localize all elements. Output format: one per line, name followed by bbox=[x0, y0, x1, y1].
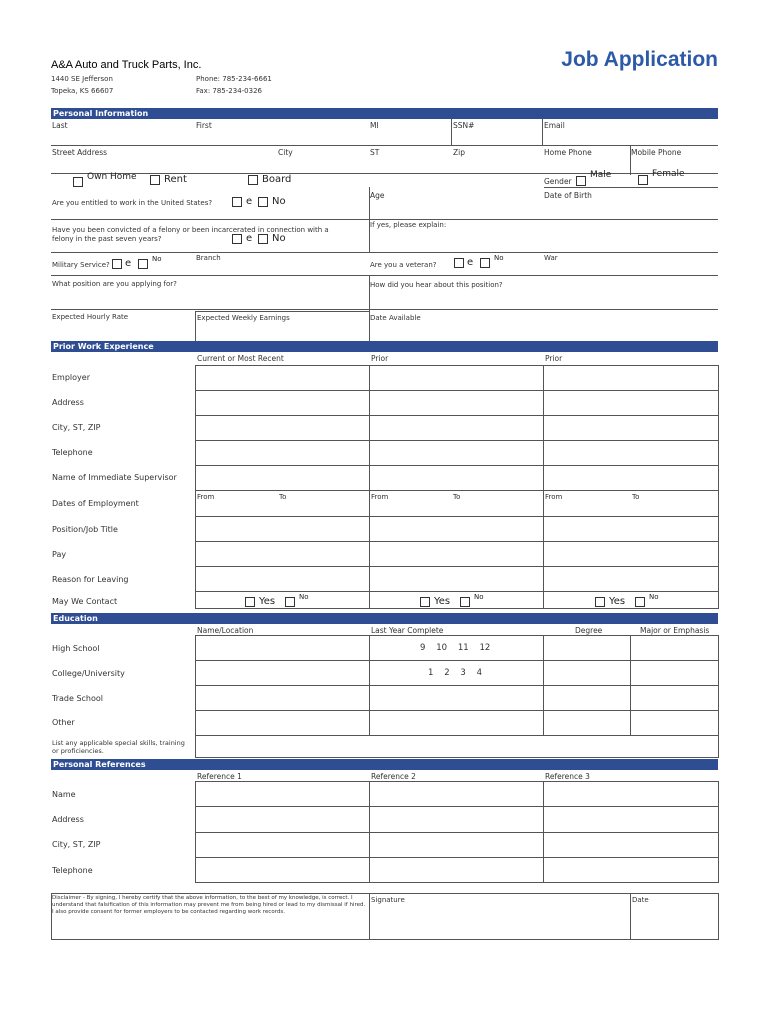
male-label: Male bbox=[590, 170, 612, 180]
branch-field[interactable]: Branch bbox=[196, 254, 221, 262]
company-address-line2: Topeka, KS 66607 bbox=[51, 87, 114, 95]
ref-row-telephone: Telephone bbox=[52, 866, 93, 875]
work-row-reason: Reason for Leaving bbox=[52, 575, 129, 584]
entitled-yes-label: e bbox=[246, 196, 253, 207]
hourly-rate-field[interactable]: Expected Hourly Rate bbox=[52, 313, 129, 321]
board-label: Board bbox=[262, 174, 292, 185]
contact-3-no-label: No bbox=[649, 593, 659, 601]
ref-col-2: Reference 2 bbox=[371, 772, 416, 781]
contact-3-yes-checkbox[interactable] bbox=[595, 597, 605, 607]
contact-2-no-checkbox[interactable] bbox=[460, 597, 470, 607]
section-personal-information: Personal Information bbox=[51, 108, 718, 119]
work-row-address: Address bbox=[52, 398, 84, 407]
divider bbox=[51, 145, 718, 146]
mobile-phone-field[interactable]: Mobile Phone bbox=[631, 148, 682, 157]
special-skills-field[interactable] bbox=[195, 736, 719, 758]
company-name: A&A Auto and Truck Parts, Inc. bbox=[51, 59, 202, 71]
female-label: Female bbox=[652, 169, 685, 179]
board-checkbox[interactable] bbox=[248, 175, 258, 185]
edu-col-degree: Degree bbox=[575, 626, 603, 635]
military-no-label: No bbox=[152, 255, 162, 263]
divider bbox=[195, 685, 719, 686]
entitled-no-checkbox[interactable] bbox=[258, 197, 268, 207]
street-address-field[interactable]: Street Address bbox=[52, 148, 108, 157]
section-personal-references: Personal References bbox=[51, 759, 718, 770]
gender-label: Gender bbox=[544, 177, 572, 186]
from-label: From bbox=[371, 493, 389, 501]
divider bbox=[630, 145, 631, 175]
veteran-yes-checkbox[interactable] bbox=[454, 258, 464, 268]
contact-2-yes-label: Yes bbox=[434, 596, 451, 607]
city-field[interactable]: City bbox=[278, 148, 293, 157]
ssn-field[interactable]: SSN# bbox=[453, 121, 475, 130]
contact-2-yes-checkbox[interactable] bbox=[420, 597, 430, 607]
felony-explain-field[interactable]: If yes, please explain: bbox=[370, 221, 447, 229]
veteran-no-label: No bbox=[494, 254, 504, 262]
veteran-yes-label: e bbox=[467, 257, 474, 268]
edu-col-major: Major or Emphasis bbox=[640, 626, 710, 635]
edu-row-trade-school: Trade School bbox=[52, 694, 104, 703]
divider bbox=[369, 893, 370, 940]
signature-field[interactable]: Signature bbox=[371, 896, 405, 904]
divider bbox=[630, 893, 631, 940]
divider bbox=[369, 275, 370, 341]
work-row-position: Position/Job Title bbox=[52, 525, 118, 534]
work-eligibility-question: Are you entitled to work in the United States? bbox=[52, 199, 213, 207]
first-name-field[interactable]: First bbox=[196, 121, 212, 130]
ref-row-name: Name bbox=[52, 790, 76, 799]
rent-checkbox[interactable] bbox=[150, 175, 160, 185]
divider bbox=[195, 311, 370, 312]
company-phone: Phone: 785-234-6661 bbox=[196, 75, 272, 83]
contact-1-no-label: No bbox=[299, 593, 309, 601]
divider bbox=[195, 516, 719, 517]
divider bbox=[51, 173, 718, 174]
from-label: From bbox=[545, 493, 563, 501]
hear-about-field[interactable]: How did you hear about this position? bbox=[370, 281, 503, 289]
divider bbox=[369, 187, 370, 220]
military-no-checkbox[interactable] bbox=[138, 259, 148, 269]
edu-row-other: Other bbox=[52, 718, 75, 727]
own-home-label: Own Home bbox=[87, 172, 137, 182]
own-home-checkbox[interactable] bbox=[73, 177, 83, 187]
divider bbox=[195, 311, 196, 341]
rent-label: Rent bbox=[164, 174, 187, 185]
divider bbox=[195, 566, 719, 567]
military-yes-checkbox[interactable] bbox=[112, 259, 122, 269]
ref-col-3: Reference 3 bbox=[545, 772, 590, 781]
contact-2-no-label: No bbox=[474, 593, 484, 601]
military-yes-label: e bbox=[125, 258, 132, 269]
section-prior-work-experience: Prior Work Experience bbox=[51, 341, 718, 352]
high-school-years[interactable]: 9 10 11 12 bbox=[420, 643, 491, 653]
divider bbox=[195, 541, 719, 542]
work-row-employer: Employer bbox=[52, 373, 90, 382]
to-label: To bbox=[453, 493, 461, 501]
felony-no-label: No bbox=[272, 233, 286, 244]
divider bbox=[369, 219, 370, 252]
state-field[interactable]: ST bbox=[370, 148, 380, 157]
divider bbox=[195, 806, 719, 807]
work-experience-grid[interactable] bbox=[195, 365, 719, 609]
edu-col-name-location: Name/Location bbox=[197, 626, 254, 635]
company-fax: Fax: 785-234-0326 bbox=[196, 87, 262, 95]
position-applying-field[interactable]: What position are you applying for? bbox=[52, 280, 177, 288]
work-row-contact: May We Contact bbox=[52, 597, 118, 606]
entitled-yes-checkbox[interactable] bbox=[232, 197, 242, 207]
felony-yes-label: e bbox=[246, 233, 253, 244]
divider bbox=[51, 309, 718, 310]
email-field[interactable]: Email bbox=[544, 121, 565, 130]
divider bbox=[195, 390, 719, 391]
veteran-no-checkbox[interactable] bbox=[480, 258, 490, 268]
divider bbox=[195, 710, 719, 711]
disclaimer-text: Disclaimer - By signing, I hereby certify that the above information, to the best of my knowledge, is correct. I understand that falsification of this information may prevent me from being hired or lead to my dismissal if hired. I also provide consent for former employers to be contacted regarding work records. bbox=[52, 895, 366, 915]
work-col-current: Current or Most Recent bbox=[197, 354, 284, 363]
college-years[interactable]: 1 2 3 4 bbox=[428, 668, 483, 678]
section-education: Education bbox=[51, 613, 718, 624]
entitled-no-label: No bbox=[272, 196, 286, 207]
work-row-city: City, ST, ZIP bbox=[52, 423, 101, 432]
divider bbox=[544, 187, 718, 188]
divider bbox=[369, 365, 370, 609]
to-label: To bbox=[632, 493, 640, 501]
last-name-field[interactable]: Last bbox=[52, 121, 68, 130]
war-field[interactable]: War bbox=[544, 254, 558, 262]
contact-3-no-checkbox[interactable] bbox=[635, 597, 645, 607]
divider bbox=[51, 219, 718, 220]
divider bbox=[195, 465, 719, 466]
male-checkbox[interactable] bbox=[576, 176, 586, 186]
work-row-dates: Dates of Employment bbox=[52, 499, 139, 508]
ref-row-address: Address bbox=[52, 815, 84, 824]
felony-question: Have you been convicted of a felony or been incarcerated in connection with a felony in the past seven years? bbox=[52, 226, 329, 243]
work-row-supervisor: Name of Immediate Supervisor bbox=[52, 473, 177, 482]
veteran-question: Are you a veteran? bbox=[370, 261, 437, 269]
dob-field[interactable]: Date of Birth bbox=[544, 191, 592, 200]
work-row-telephone: Telephone bbox=[52, 448, 93, 457]
contact-1-yes-label: Yes bbox=[259, 596, 276, 607]
special-skills-label: List any applicable special skills, training or proficiencies. bbox=[52, 739, 185, 755]
work-row-pay: Pay bbox=[52, 550, 67, 559]
contact-1-yes-checkbox[interactable] bbox=[245, 597, 255, 607]
divider bbox=[195, 660, 719, 661]
weekly-earnings-field[interactable]: Expected Weekly Earnings bbox=[197, 314, 290, 322]
divider bbox=[451, 119, 452, 145]
company-address-line1: 1440 SE Jefferson bbox=[51, 75, 113, 83]
divider bbox=[195, 490, 719, 491]
home-phone-field[interactable]: Home Phone bbox=[544, 148, 592, 157]
divider bbox=[543, 365, 544, 609]
age-field[interactable]: Age bbox=[370, 191, 385, 200]
felony-yes-checkbox[interactable] bbox=[232, 234, 242, 244]
female-checkbox[interactable] bbox=[638, 175, 648, 185]
contact-3-yes-label: Yes bbox=[609, 596, 626, 607]
ref-col-1: Reference 1 bbox=[197, 772, 242, 781]
divider bbox=[51, 275, 718, 276]
zip-field[interactable]: Zip bbox=[453, 148, 465, 157]
divider bbox=[542, 119, 543, 145]
work-col-prior-2: Prior bbox=[545, 354, 563, 363]
to-label: To bbox=[279, 493, 287, 501]
middle-initial-field[interactable]: MI bbox=[370, 121, 379, 130]
page-title: Job Application bbox=[561, 48, 718, 71]
work-col-prior-1: Prior bbox=[371, 354, 389, 363]
date-field[interactable]: Date bbox=[632, 896, 649, 904]
edu-row-high-school: High School bbox=[52, 644, 100, 653]
divider bbox=[195, 591, 719, 592]
contact-1-no-checkbox[interactable] bbox=[285, 597, 295, 607]
edu-row-college: College/University bbox=[52, 669, 125, 678]
divider bbox=[195, 832, 719, 833]
edu-col-last-year: Last Year Complete bbox=[371, 626, 444, 635]
divider bbox=[195, 440, 719, 441]
date-available-field[interactable]: Date Available bbox=[370, 314, 421, 322]
military-service-label: Military Service? bbox=[52, 261, 110, 269]
divider bbox=[195, 857, 719, 858]
from-label: From bbox=[197, 493, 215, 501]
felony-no-checkbox[interactable] bbox=[258, 234, 268, 244]
divider bbox=[51, 252, 718, 253]
ref-row-city: City, ST, ZIP bbox=[52, 840, 101, 849]
divider bbox=[195, 415, 719, 416]
